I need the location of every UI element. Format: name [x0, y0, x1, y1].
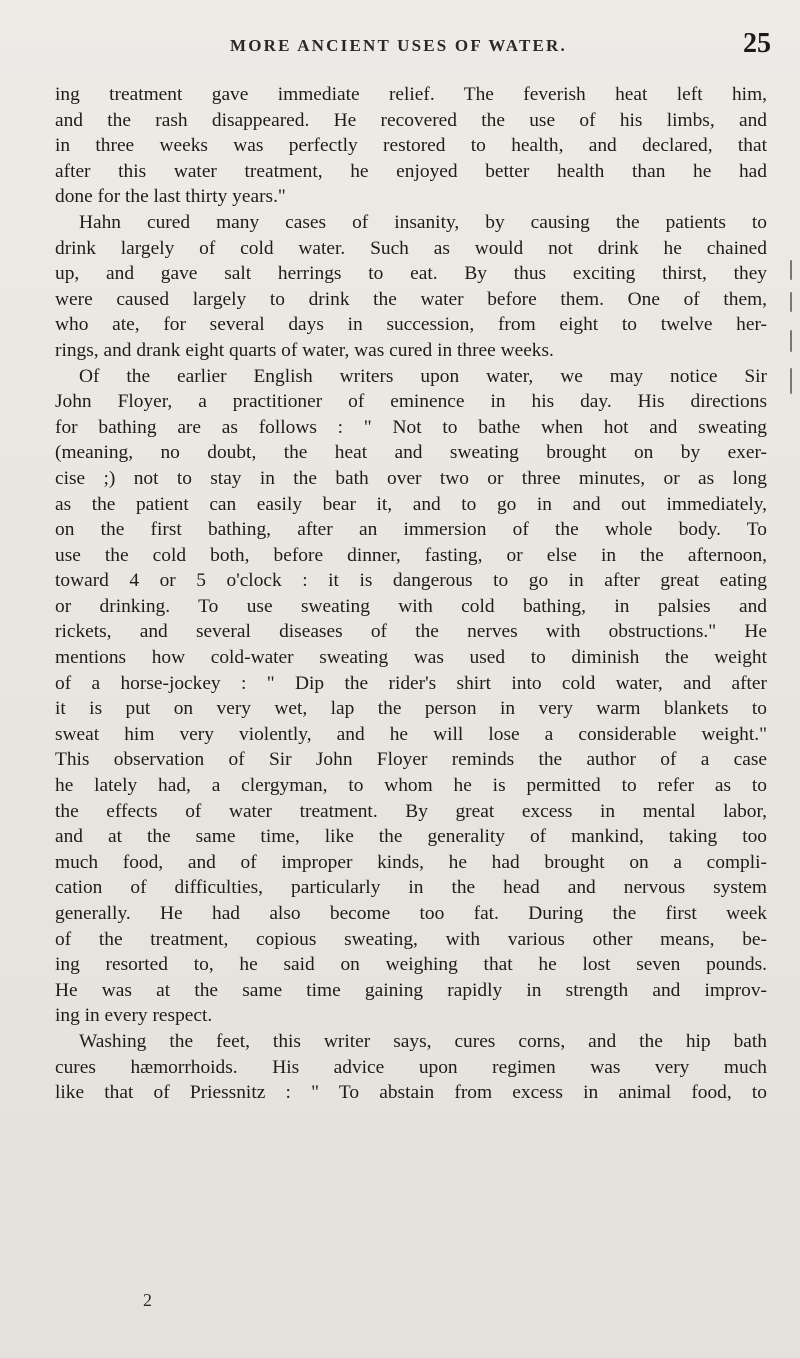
- text-line: on the first bathing, after an immersion of the whole body. To: [55, 519, 767, 541]
- text-line: ing in every respect.: [55, 1005, 213, 1027]
- margin-pencil-marks: [786, 230, 800, 410]
- text-line: it is put on very wet, lap the person in very warm blankets to: [55, 698, 767, 720]
- text-line: in three weeks was perfectly restored to health, and declared, that: [55, 135, 767, 157]
- text-line: rickets, and several diseases of the nerves with obstructions." He: [55, 621, 767, 643]
- text-line: Of the earlier English writers upon water, we may notice Sir: [79, 365, 767, 387]
- text-line: cation of difficulties, particularly in the head and nervous system: [55, 877, 767, 899]
- text-line: mentions how cold-water sweating was used to diminish the weight: [55, 647, 767, 669]
- text-line: and the rash disappeared. He recovered the use of his limbs, and: [55, 109, 767, 131]
- text-line: and at the same time, like the generality of mankind, taking too: [55, 826, 767, 848]
- text-line: done for the last thirty years.": [55, 186, 286, 208]
- text-line: after this water treatment, he enjoyed better health than he had: [55, 160, 767, 182]
- text-line: much food, and of improper kinds, he had brought on a compli-: [55, 851, 767, 873]
- text-line: generally. He had also become too fat. During the first week: [55, 903, 767, 924]
- body-text: [55, 82, 767, 1106]
- text-line: use the cold both, before dinner, fasting, or else in the afternoon,: [55, 544, 767, 566]
- text-line: This observation of Sir John Floyer reminds the author of a case: [55, 749, 767, 771]
- text-line: the effects of water treatment. By great excess in mental labor,: [55, 800, 767, 822]
- signature-mark: 2: [143, 1290, 152, 1310]
- text-line: for bathing are as follows : " Not to bathe when hot and sweating: [55, 416, 767, 438]
- text-line: John Floyer, a practitioner of eminence in his day. His directions: [55, 391, 767, 413]
- page-number: 25: [743, 28, 771, 59]
- text-line: Washing the feet, this writer says, cures corns, and the hip bath: [79, 1030, 767, 1052]
- page-header: [90, 28, 785, 68]
- text-line: Hahn cured many cases of insanity, by causing the patients to: [79, 211, 767, 233]
- text-line: ing treatment gave immediate relief. The feverish heat left him,: [55, 84, 767, 105]
- text-line: of a horse-jockey : " Dip the rider's shirt into cold water, and after: [55, 672, 767, 694]
- text-line: as the patient can easily bear it, and to go in and out immediately,: [55, 493, 767, 515]
- text-line: of the treatment, copious sweating, with various other means, be-: [55, 928, 767, 950]
- text-line: up, and gave salt herrings to eat. By thus exciting thirst, they: [55, 263, 767, 285]
- text-line: sweat him very violently, and he will lose a considerable weight.": [55, 723, 767, 745]
- text-line: or drinking. To use sweating with cold bathing, in palsies and: [55, 595, 767, 617]
- text-line: ing resorted to, he said on weighing that he lost seven pounds.: [55, 954, 767, 976]
- text-line: rings, and drank eight quarts of water, was cured in three weeks.: [55, 339, 554, 361]
- text-line: like that of Priessnitz : " To abstain from excess in animal food, to: [55, 1082, 767, 1104]
- text-line: toward 4 or 5 o'clock : it is dangerous to go in after great eating: [55, 570, 767, 592]
- text-line: (meaning, no doubt, the heat and sweating brought on by exer-: [55, 442, 767, 464]
- text-line: he lately had, a clergyman, to whom he is permitted to refer as to: [55, 775, 767, 797]
- text-line: drink largely of cold water. Such as would not drink he chained: [55, 237, 767, 259]
- text-line: He was at the same time gaining rapidly in strength and improv-: [55, 979, 767, 1001]
- text-line: cise ;) not to stay in the bath over two or three minutes, or as long: [55, 467, 767, 489]
- text-line: cures hæmorrhoids. His advice upon regimen was very much: [55, 1056, 767, 1078]
- running-head: MORE ANCIENT USES OF WATER.: [230, 36, 567, 55]
- text-line: who ate, for several days in succession, from eight to twelve her-: [55, 314, 767, 336]
- text-line: were caused largely to drink the water before them. One of them,: [55, 288, 767, 310]
